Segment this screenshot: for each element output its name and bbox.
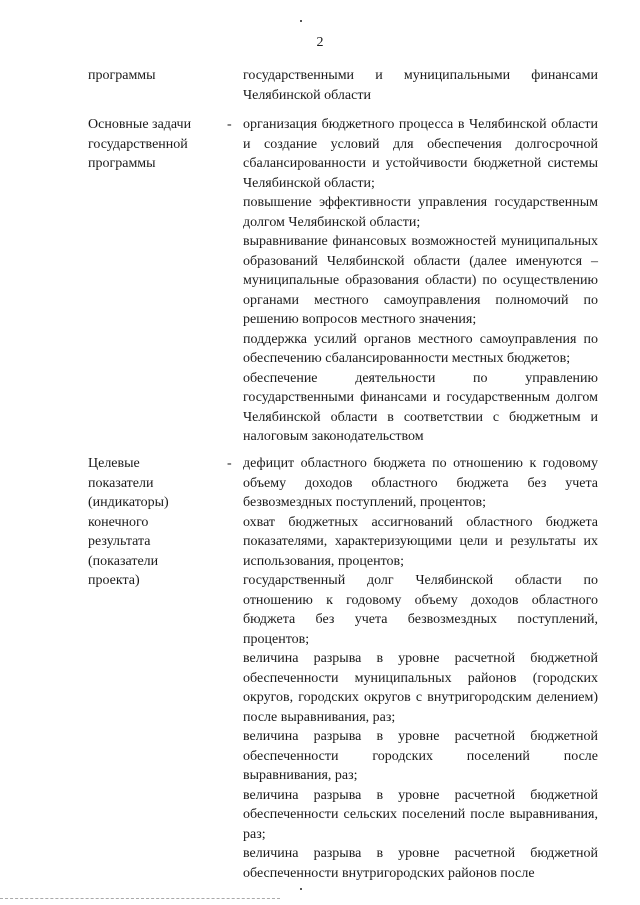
content-item: государственный долг Челябинской области по отношению к годовому объему доходов областного бюджета без учета безвозмездных поступлений, процентов; [243,573,598,647]
row-dash: - [227,117,232,132]
row-content [243,454,598,883]
content-item: величина разрыва в уровне расчетной бюджетной обеспеченности муниципальных районов (городских округов, городских округов с внутригородским делением) после выравнивания, раз; [243,651,598,725]
row-label: программы [88,68,156,83]
content-item: величина разрыва в уровне расчетной бюджетной обеспеченности сельских поселений после выравнивания, раз; [243,787,598,842]
row-dash: - [227,456,232,471]
page-number: 2 [316,35,324,50]
row-label: Целевые показатели (индикаторы) конечного результата (показатели проекта) [88,456,169,588]
content-item: государственными и муниципальными финансами Челябинской области [243,68,598,103]
content-item: охват бюджетных ассигнований областного бюджета показателями, характеризующими цели и результаты их использования, процентов; [243,514,598,569]
content-item: величина разрыва в уровне расчетной бюджетной обеспеченности городских поселений после выравнивания, раз; [243,729,598,783]
content-item: повышение эффективности управления государственным долгом Челябинской области; [243,195,598,230]
row-content [243,115,598,447]
row-content [243,66,598,105]
content-item: обеспечение деятельности по управлению государственными финансами и государственным долгом Челябинской области в соответствии с бюджетным и налоговым законодательством [243,370,598,444]
scan-mark-top [300,20,302,22]
content-item: выравнивание финансовых возможностей муниципальных образований Челябинской области (далее именуются – муниципальные образования области) по осуществлению органами местного самоуправления полномочий по решению вопросов местного значения; [243,234,598,327]
content-item: дефицит областного бюджета по отношению к годовому объему доходов областного бюджета без учета безвозмездных поступлений, процентов; [243,456,598,510]
content-item: организация бюджетного процесса в Челябинской области и создание условий для обеспечения долгосрочной сбалансированности и устойчивости бюджетной системы Челябинской области; [243,117,598,191]
row-label: Основные задачи государственной программы [88,117,192,171]
content-item: величина разрыва в уровне расчетной бюджетной обеспеченности внутригородских районов после [243,846,598,881]
content-item: поддержка усилий органов местного самоуправления по обеспечению сбалансированности местных бюджетов; [243,331,598,366]
bottom-scan-rule [0,898,280,899]
scan-mark-bottom [300,888,302,890]
